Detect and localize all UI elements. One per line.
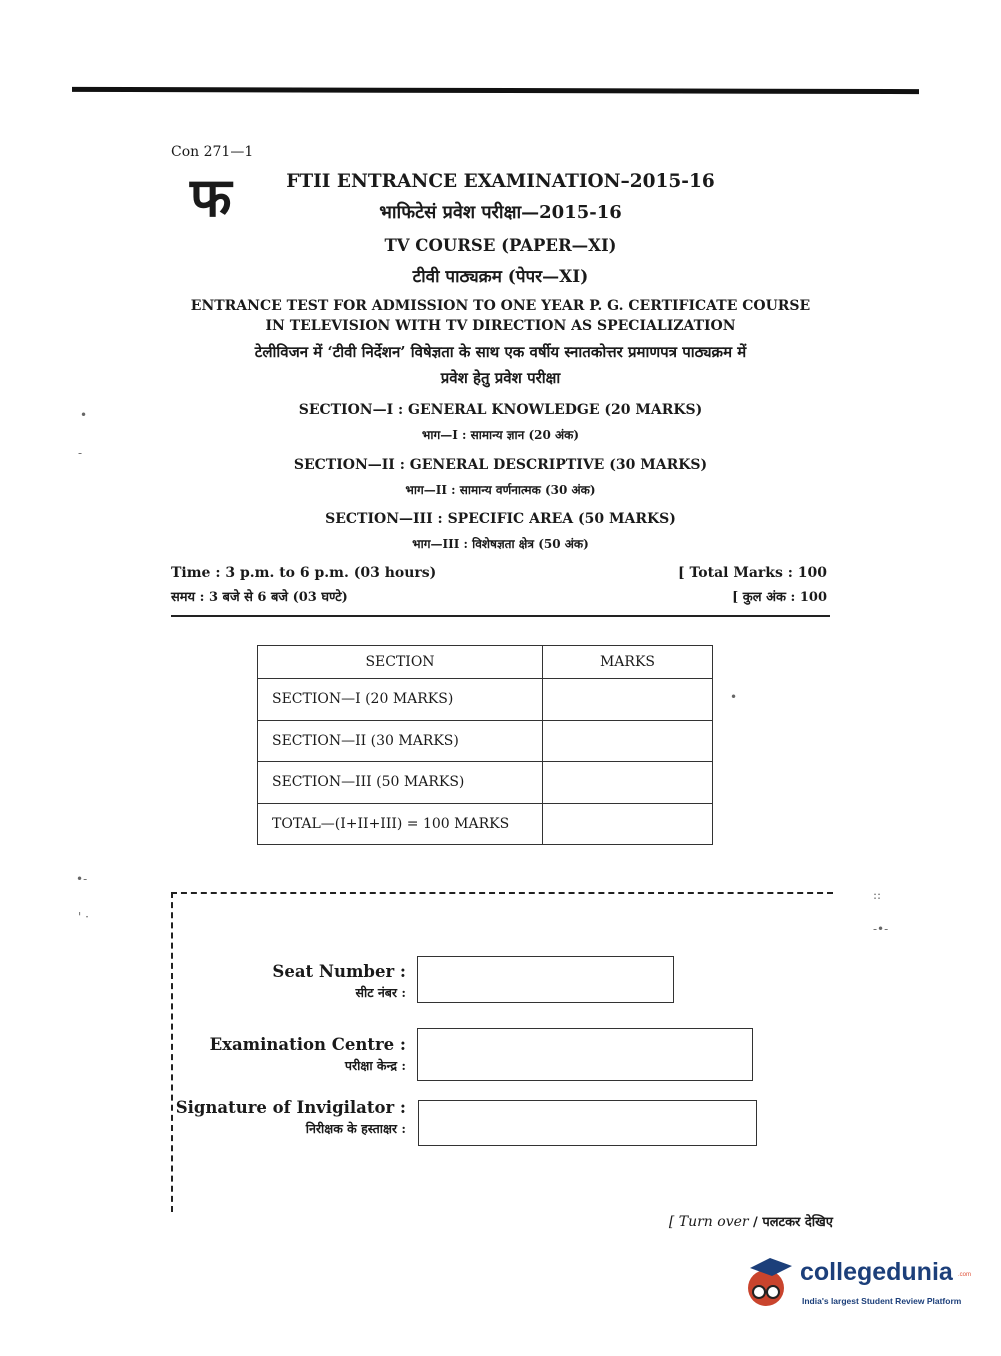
- row-label: TOTAL—(I+II+III) = 100 MARKS: [258, 803, 543, 845]
- turn-over-en: [ Turn over: [668, 1214, 749, 1230]
- seat-number-field[interactable]: [417, 956, 674, 1003]
- exam-centre-field[interactable]: [417, 1028, 753, 1081]
- seat-number-label: [166, 962, 406, 1001]
- scan-speck: ::: [873, 888, 882, 902]
- scan-speck: ' ·: [78, 910, 89, 924]
- invigilator-signature-label-hi: निरीक्षक के हस्ताक्षर :: [305, 1121, 406, 1136]
- collegedunia-watermark: [740, 1252, 970, 1312]
- description-en-line2: IN TELEVISION WITH TV DIRECTION AS SPECIALIZATION: [265, 318, 736, 334]
- exam-title-hi: भाफिटेसं प्रवेश परीक्षा—2015-16: [379, 202, 622, 223]
- row-label: SECTION—II (30 MARKS): [258, 720, 543, 762]
- description-hi-line1: टेलीविजन में ‘टीवी निर्देशन’ विषेज्ञता के साथ एक वर्षीय स्नातकोत्तर प्रमाणपत्र पाठ्यक्रम में: [254, 343, 747, 361]
- row-marks-cell: [543, 762, 713, 804]
- section-2-heading-hi: भाग—II : सामान्य वर्णनात्मक (30 अंक): [405, 483, 596, 497]
- table-row: [258, 679, 713, 721]
- course-title-hi: टीवी पाठ्यक्रम (पेपर—XI): [412, 267, 589, 287]
- invigilator-signature-field[interactable]: [418, 1100, 757, 1146]
- time-en: Time : 3 p.m. to 6 p.m. (03 hours): [171, 565, 437, 581]
- scan-speck: •: [730, 690, 738, 704]
- scan-speck: -: [78, 446, 83, 460]
- exam-title-en: FTII ENTRANCE EXAMINATION–2015-16: [286, 171, 715, 192]
- seat-number-label-en: Seat Number :: [272, 962, 406, 981]
- watermark-tagline: India's largest Student Review Platform: [802, 1296, 962, 1306]
- row-label: SECTION—III (50 MARKS): [258, 762, 543, 804]
- header-divider: [171, 615, 830, 617]
- turn-over-hi: / पलटकर देखिए: [753, 1215, 833, 1230]
- seat-number-label-hi: सीट नंबर :: [355, 985, 406, 1000]
- row-marks-cell: [543, 679, 713, 721]
- description-hi-line2: प्रवेश हेतु प्रवेश परीक्षा: [440, 369, 561, 387]
- section-2-heading: SECTION—II : GENERAL DESCRIPTIVE (30 MARKS): [293, 457, 708, 473]
- marks-table: [257, 645, 713, 845]
- header-marks: MARKS: [543, 646, 713, 679]
- watermark-name: collegedunia: [800, 1258, 953, 1286]
- invigilator-signature-label-en: Signature of Invigilator :: [175, 1098, 406, 1117]
- table-row: [258, 803, 713, 845]
- course-title-en: TV COURSE (PAPER—XI): [384, 236, 617, 255]
- section-3-heading-hi: भाग—III : विशेषज्ञता क्षेत्र (50 अंक): [412, 537, 589, 551]
- description-en-line1: ENTRANCE TEST FOR ADMISSION TO ONE YEAR P. G. CERTIFICATE COURSE: [190, 298, 811, 314]
- exam-centre-label-hi: परीक्षा केन्द्र :: [344, 1058, 406, 1073]
- scan-speck: •-: [76, 872, 88, 886]
- scan-speck: •: [80, 408, 88, 422]
- invigilator-signature-label: [166, 1098, 406, 1137]
- table-row: [258, 762, 713, 804]
- top-rule: [72, 87, 919, 94]
- watermark-suffix: .com: [958, 1272, 972, 1278]
- total-marks-hi: [ कुल अंक : 100: [732, 590, 827, 605]
- header-section: SECTION: [258, 646, 543, 679]
- section-1-heading-hi: भाग—I : सामान्य ज्ञान (20 अंक): [421, 428, 580, 442]
- row-label: SECTION—I (20 MARKS): [258, 679, 543, 721]
- section-3-heading: SECTION—III : SPECIFIC AREA (50 MARKS): [325, 511, 676, 527]
- total-marks-en: [ Total Marks : 100: [677, 565, 827, 581]
- doc-code: Con 271—1: [171, 144, 254, 160]
- time-hi: समय : 3 बजे से 6 बजे (03 घण्टे): [171, 590, 348, 605]
- mascot-icon: [740, 1252, 798, 1312]
- marks-table-header: [258, 646, 713, 679]
- ftii-logo-glyph: फ: [190, 165, 232, 229]
- section-1-heading: SECTION—I : GENERAL KNOWLEDGE (20 MARKS): [298, 402, 703, 418]
- row-marks-cell: [543, 720, 713, 762]
- scan-speck: -•-: [873, 922, 889, 936]
- exam-centre-label: [166, 1035, 406, 1074]
- turn-over-note: [669, 1212, 833, 1230]
- exam-centre-label-en: Examination Centre :: [209, 1035, 406, 1054]
- row-marks-cell: [543, 803, 713, 845]
- table-row: [258, 720, 713, 762]
